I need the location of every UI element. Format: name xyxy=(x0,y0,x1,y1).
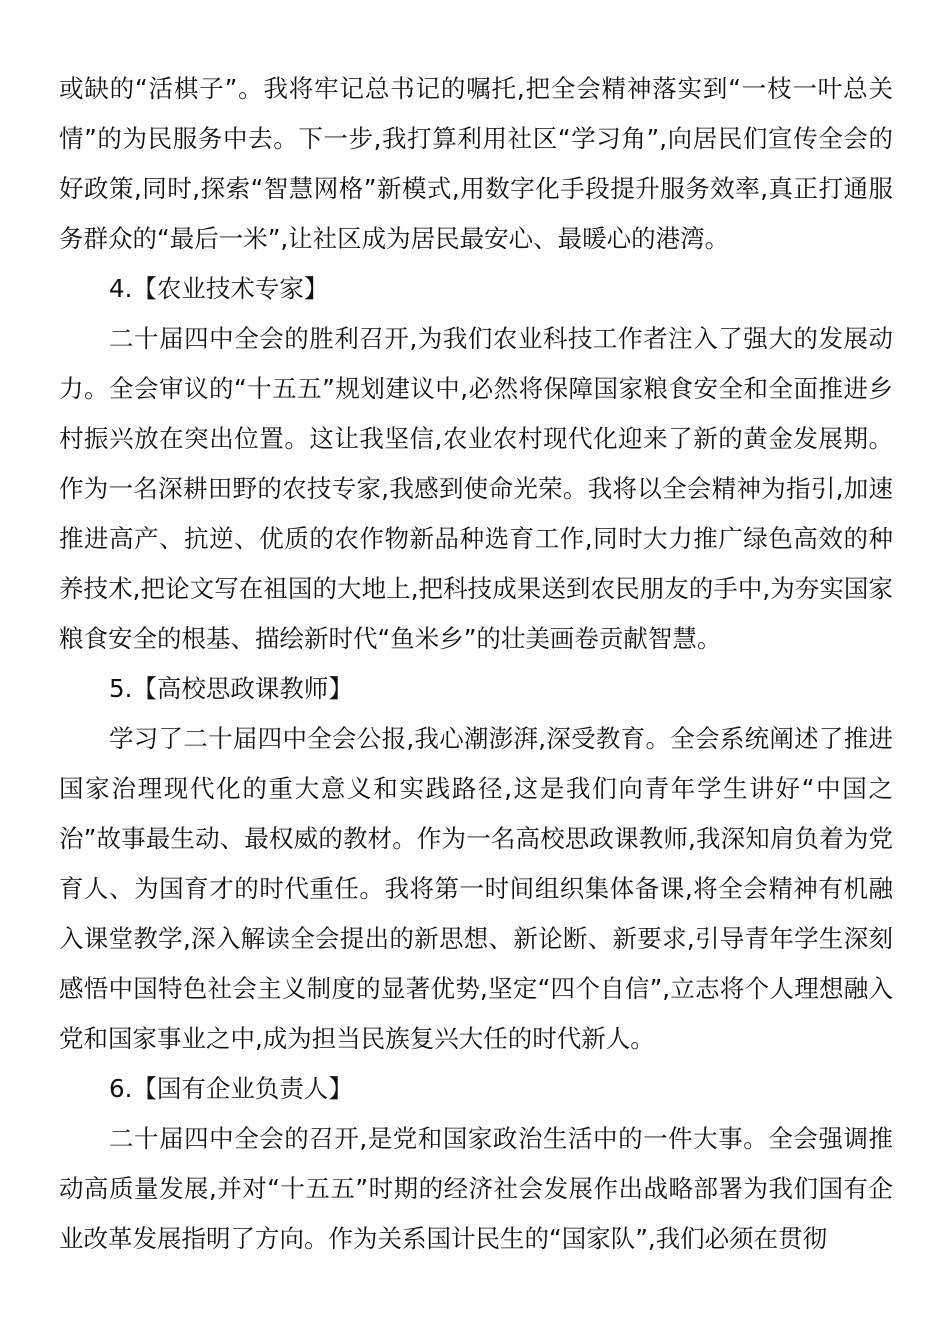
section-heading-soe-leader: 6.【国有企业负责人】 xyxy=(109,1074,353,1103)
paragraph-community-worker-continued: 或缺的“活棋子”。我将牢记总书记的嘱托,把全会精神落实到“一枝一叶总关情”的为民服务中去。下一步,我打算利用社区“学习角”,向居民们宣传全会的好政策,同时,探索“智慧网格”新模式,用数字化手段提升服务效率,真正打通服务群众的“最后一米”,让社区成为居民最安心、最暖心的港湾。 xyxy=(59,74,893,253)
paragraph-agriculture-expert: 二十届四中全会的胜利召开,为我们农业科技工作者注入了强大的发展动力。全会审议的“十五五”规划建议中,必然将保障国家粮食安全和全面推进乡村振兴放在突出位置。这让我坚信,农业农村现代化迎来了新的黄金发展期。作为一名深耕田野的农技专家,我感到使命光荣。我将以全会精神为指引,加速推进高产、抗逆、优质的农作物新品种选育工作,同时大力推广绿色高效的种养技术,把论文写在祖国的大地上,把科技成果送到农民朋友的手中,为夯实国家粮食安全的根基、描绘新时代“鱼米乡”的壮美画卷贡献智慧。 xyxy=(59,324,893,653)
paragraph-ideology-teacher: 学习了二十届四中全会公报,我心潮澎湃,深受教育。全会系统阐述了推进国家治理现代化的重大意义和实践路径,这是我们向青年学生讲好“中国之治”故事最生动、最权威的教材。作为一名高校思政课教师,我深知肩负着为党育人、为国育才的时代重任。我将第一时间组织集体备课,将全会精神有机融入课堂教学,深入解读全会提出的新思想、新论断、新要求,引导青年学生深刻感悟中国特色社会主义制度的显著优势,坚定“四个自信”,立志将个人理想融入党和国家事业之中,成为担当民族复兴大任的时代新人。 xyxy=(59,724,893,1053)
paragraph-soe-leader: 二十届四中全会的召开,是党和国家政治生活中的一件大事。全会强调推动高质量发展,并对“十五五”时期的经济社会发展作出战略部署为我们国有企业改革发展指明了方向。作为关系国计民生的“国家队”,我们必须在贯彻 xyxy=(59,1124,893,1253)
section-heading-ideology-teacher: 5.【高校思政课教师】 xyxy=(109,674,353,703)
section-heading-agriculture-expert: 4.【农业技术专家】 xyxy=(109,274,329,303)
document-page xyxy=(59,64,893,1264)
